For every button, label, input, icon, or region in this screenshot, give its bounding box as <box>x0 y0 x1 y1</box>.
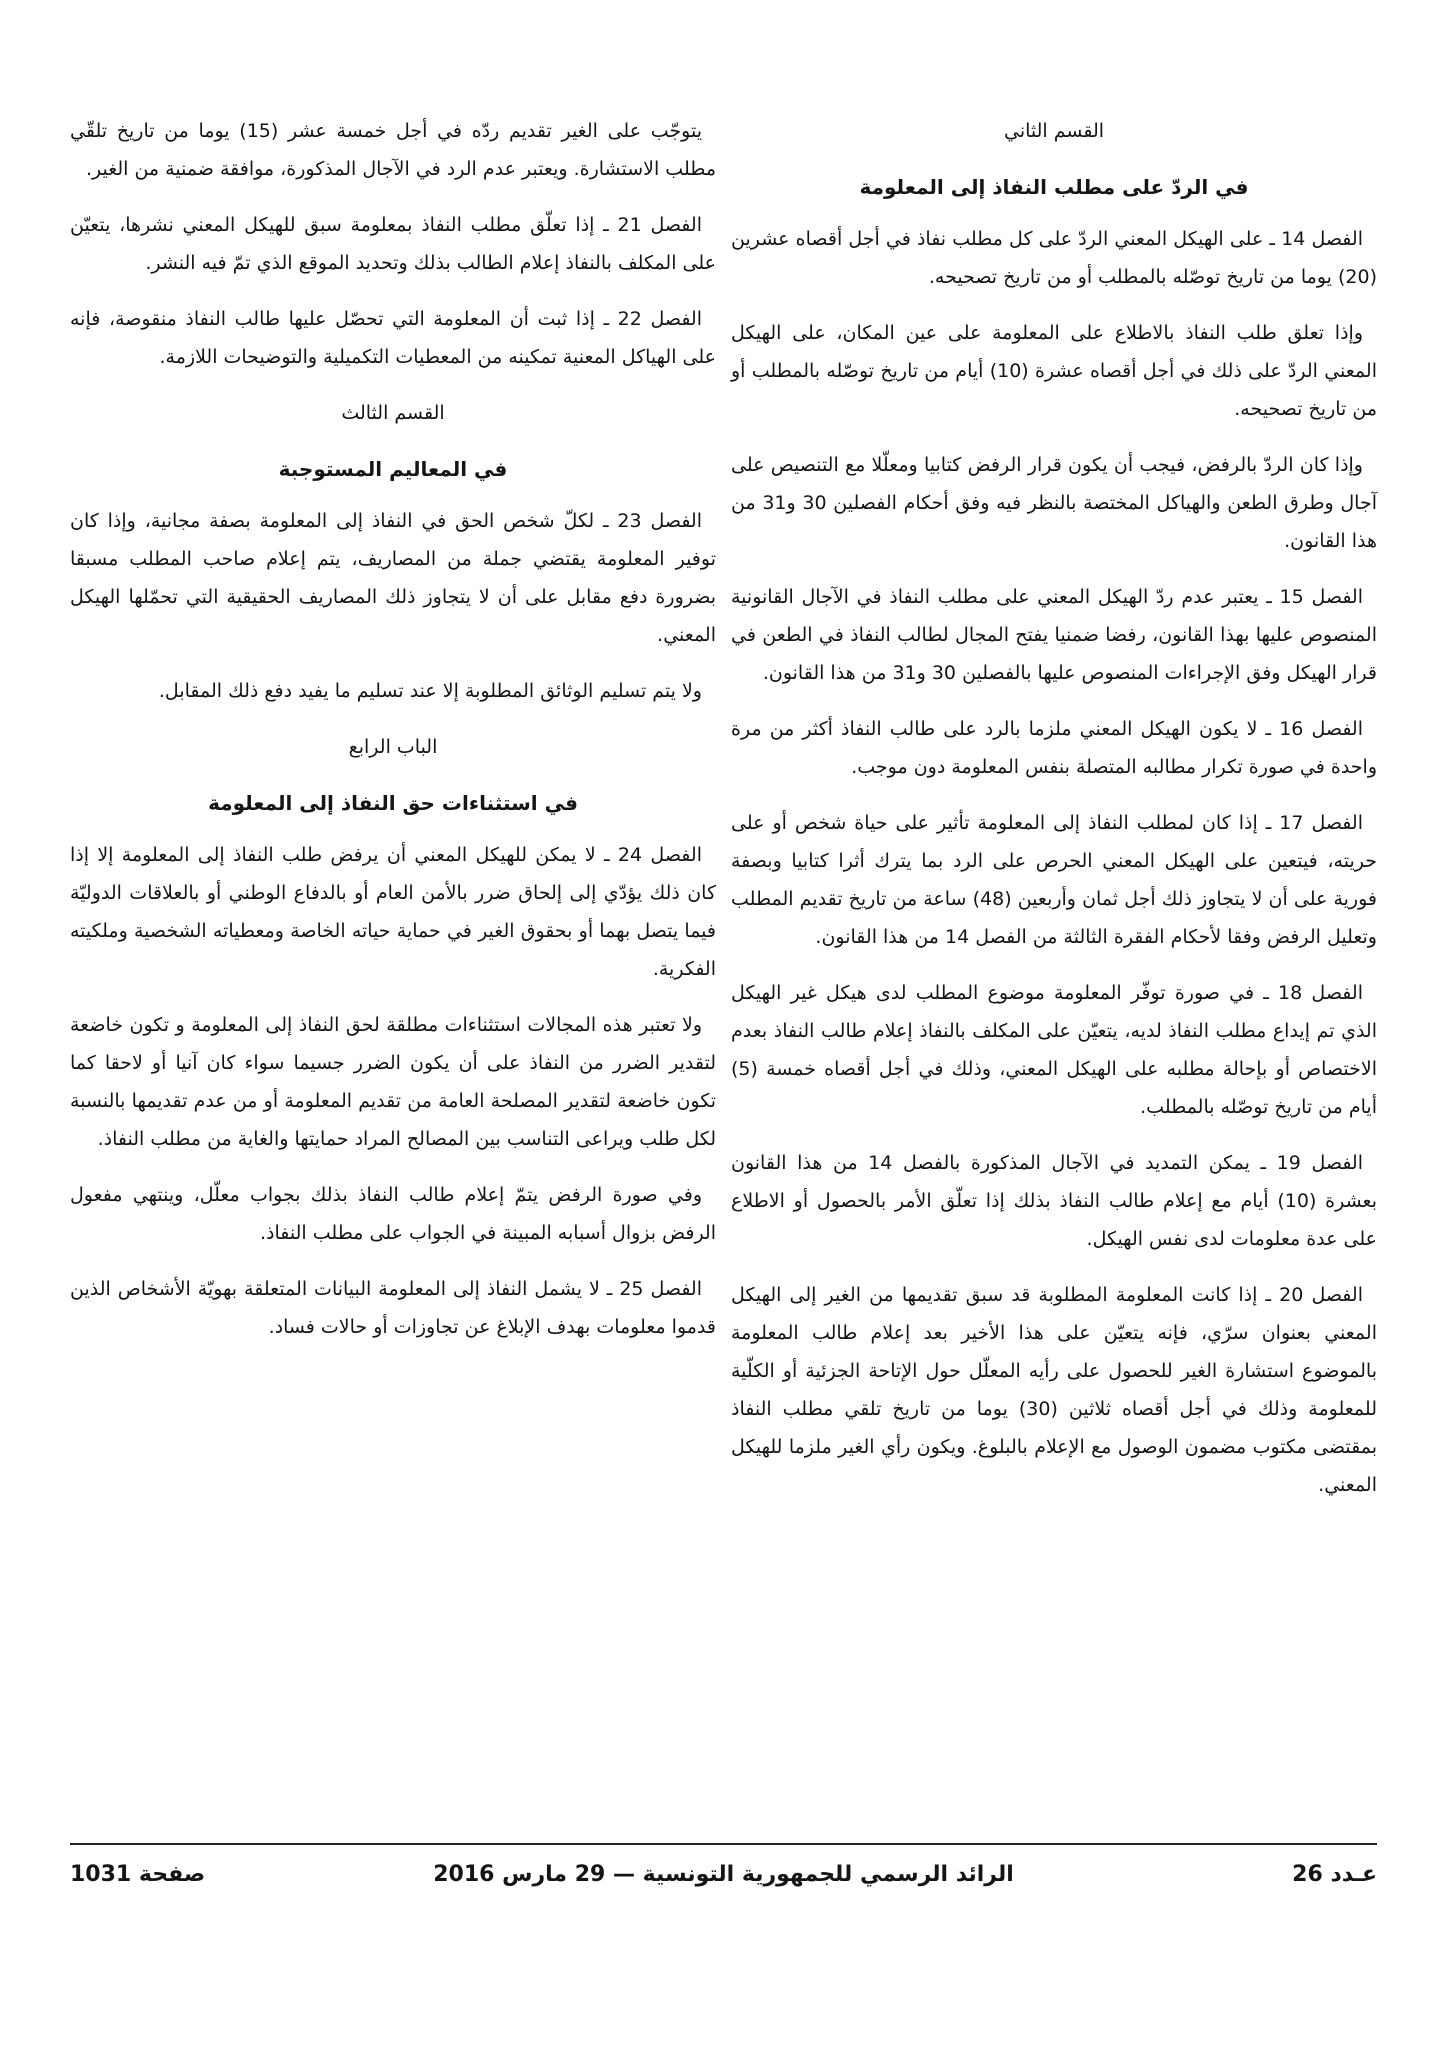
chapter-4-title: الباب الرابع <box>348 736 438 758</box>
article-17: الفصل 17 ـ إذا كان لمطلب النفاذ إلى المعلومة تأثير على حياة شخص أو على حريته، فيتعين على الهيكل المعني الحرص على الرد بما يترك أثرا كتابيا وبصفة فورية على أن لا يتجاوز ذلك أجل ثمان وأربعين (48) ساعة من تاريخ تقديم المطلب وتعليل الرفض وفقا لأحكام الفقرة الثالثة من الفصل 14 من هذا القانون. <box>731 812 1377 948</box>
section-3-subtitle: في المعاليم المستوجبة <box>278 457 508 481</box>
article-14-para-2: وإذا تعلق طلب النفاذ بالاطلاع على المعلومة على عين المكان، على الهيكل المعني الردّ على ذلك في أجل أقصاه عشرة (10) أيام من تاريخ توصّله بالمطلب أو من تاريخ تصحيحه. <box>731 322 1377 420</box>
journal-title-date: الرائد الرسمي للجمهورية التونسية — 29 مارس 2016 <box>433 1862 1014 1887</box>
article-23-para-2: ولا يتم تسليم الوثائق المطلوبة إلا عند تسليم ما يفيد دفع ذلك المقابل. <box>158 680 702 702</box>
section-3-title: القسم الثالث <box>341 402 445 424</box>
article-14-para-3: وإذا كان الردّ بالرفض، فيجب أن يكون قرار الرفض كتابيا ومعلّلا مع التنصيص على آجال وطرق الطعن والهياكل المختصة بالنظر فيه وفق أحكام الفصلين 30 و31 من هذا القانون. <box>731 454 1377 552</box>
article-15: الفصل 15 ـ يعتبر عدم ردّ الهيكل المعني على مطلب النفاذ في الآجال القانونية المنصوص عليها بهذا القانون، رفضا ضمنيا يفتح المجال لطالب النفاذ في الطعن في قرار الهيكل وفق الإجراءات المنصوص عليها بالفصلين 30 و31 من هذا القانون. <box>731 586 1377 684</box>
article-16: الفصل 16 ـ لا يكون الهيكل المعني ملزما بالرد على طالب النفاذ أكثر من مرة واحدة في صورة تكرار مطالبه المتصلة بنفس المعلومة دون موجب. <box>731 718 1377 778</box>
article-21: الفصل 21 ـ إذا تعلّق مطلب النفاذ بمعلومة سبق للهيكل المعني نشرها، يتعيّن على المكلف بالنفاذ إعلام الطالب بذلك وتحديد الموقع الذي تمّ فيه النشر. <box>70 214 716 274</box>
article-14: الفصل 14 ـ على الهيكل المعني الردّ على كل مطلب نفاذ في أجل أقصاه عشرين (20) يوما من تاريخ توصّله بالمطلب أو من تاريخ تصحيحه. <box>731 228 1377 288</box>
section-2-subtitle: في الردّ على مطلب النفاذ إلى المعلومة <box>859 175 1249 199</box>
article-20-continued: يتوجّب على الغير تقديم ردّه في أجل خمسة عشر (15) يوما من تاريخ تلقّي مطلب الاستشارة. ويعتبر عدم الرد في الآجال المذكورة، موافقة ضمنية من الغير. <box>70 120 716 180</box>
left-column <box>70 112 716 1522</box>
article-24-para-2: ولا تعتبر هذه المجالات استثناءات مطلقة لحق النفاذ إلى المعلومة و تكون خاضعة لتقدير الضرر من النفاذ على أن يكون الضرر جسيما سواء كان آنيا أو لاحقا كما تكون خاضعة لتقدير المصلحة العامة من تقديم المعلومة أو من عدم تقديمها بالنسبة لكل طلب ويراعى التناسب بين المصالح المراد حمايتها والغاية من مطلب النفاذ. <box>70 1014 716 1150</box>
chapter-4-subtitle: في استثناءات حق النفاذ إلى المعلومة <box>208 791 578 815</box>
section-2-title: القسم الثاني <box>1003 120 1105 142</box>
page-number: صفحة 1031 <box>70 1862 206 1887</box>
two-column-body <box>70 112 1377 1522</box>
article-25: الفصل 25 ـ لا يشمل النفاذ إلى المعلومة البيانات المتعلقة بهويّة الأشخاص الذين قدموا معلومات بهدف الإبلاغ عن تجاوزات أو حالات فساد. <box>70 1278 716 1338</box>
article-22: الفصل 22 ـ إذا ثبت أن المعلومة التي تحصّل عليها طالب النفاذ منقوصة، فإنه على الهياكل المعنية تمكينه من المعطيات التكميلية والتوضيحات اللازمة. <box>70 308 716 368</box>
footer-divider <box>70 1843 1377 1845</box>
page-footer <box>70 1862 1377 1902</box>
article-23: الفصل 23 ـ لكلّ شخص الحق في النفاذ إلى المعلومة بصفة مجانية، وإذا كان توفير المعلومة يقتضي جملة من المصاريف، يتم إعلام صاحب المطلب مسبقا بضرورة دفع مقابل على أن لا يتجاوز ذلك المصاريف الحقيقية التي تحمّلها الهيكل المعني. <box>70 510 716 646</box>
article-24-para-3: وفي صورة الرفض يتمّ إعلام طالب النفاذ بذلك بجواب معلّل، وينتهي مفعول الرفض بزوال أسبابه المبينة في الجواب على مطلب النفاذ. <box>70 1184 716 1244</box>
article-19: الفصل 19 ـ يمكن التمديد في الآجال المذكورة بالفصل 14 من هذا القانون بعشرة (10) أيام مع إعلام طالب النفاذ بذلك إذا تعلّق الأمر بالحصول أو الاطلاع على عدة معلومات لدى نفس الهيكل. <box>731 1152 1378 1250</box>
article-20: الفصل 20 ـ إذا كانت المعلومة المطلوبة قد سبق تقديمها من الغير إلى الهيكل المعني بعنوان سرّي، فإنه يتعيّن على هذا الأخير بعد إعلام طالب المعلومة بالموضوع استشارة الغير للحصول على رأيه المعلّل حول الإتاحة الجزئية أو الكلّية للمعلومة وذلك في أجل أقصاه ثلاثين (30) يوما من تاريخ تلقي مطلب النفاذ بمقتضى مكتوب مضمون الوصول مع الإعلام بالبلوغ. ويكون رأي الغير ملزما للهيكل المعني. <box>731 1284 1377 1496</box>
article-24: الفصل 24 ـ لا يمكن للهيكل المعني أن يرفض طلب النفاذ إلى المعلومة إلا إذا كان ذلك يؤدّي إلى إلحاق ضرر بالأمن العام أو بالدفاع الوطني أو بالعلاقات الدوليّة فيما يتصل بهما أو بحقوق الغير في حماية حياته الخاصة ومعطياته الشخصية وملكيته الفكرية. <box>70 844 716 980</box>
right-column <box>731 112 1377 1522</box>
article-18: الفصل 18 ـ في صورة توفّر المعلومة موضوع المطلب لدى هيكل غير الهيكل الذي تم إيداع مطلب النفاذ لديه، يتعيّن على المكلف بالنفاذ إعلام طالب النفاذ بعدم الاختصاص أو بإحالة مطلبه على الهيكل المعني، وذلك في أجل أقصاه خمسة (5) أيام من تاريخ توصّله بالمطلب. <box>731 982 1377 1118</box>
issue-number: عـدد 26 <box>1292 1862 1377 1887</box>
